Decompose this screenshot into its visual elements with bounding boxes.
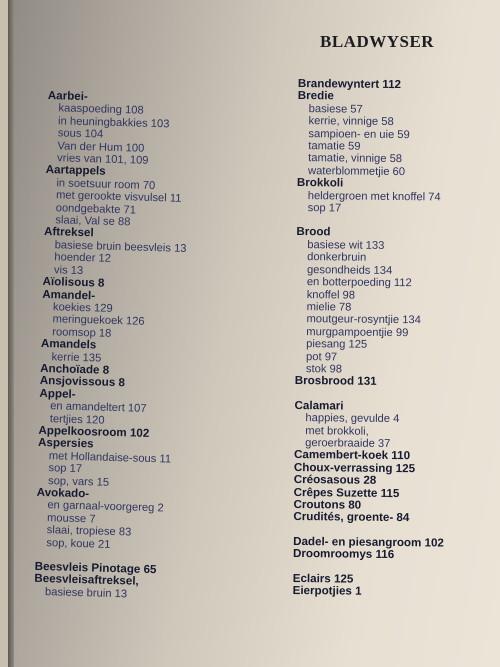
- index-entry: Brandewyntert 112: [297, 77, 402, 92]
- index-entry: Appel-: [39, 386, 76, 401]
- index-entry: Camembert-koek 110: [293, 448, 411, 463]
- index-subentry: basiese bruin beesvleis 13: [54, 239, 187, 255]
- index-subentry: basiese 57: [308, 102, 363, 116]
- index-entry: Beesvleisaftreksel,: [34, 572, 139, 589]
- index-subentry: knoffel 98: [306, 288, 356, 302]
- index-column-right: [293, 78, 498, 600]
- index-subentry: met gerookte visvulsel 11: [55, 189, 182, 206]
- index-subentry: vis 13: [53, 263, 84, 277]
- index-subentry: waterblommetjie 60: [307, 164, 406, 178]
- index-subentry: kaaspoeding 108: [58, 102, 144, 118]
- index-subentry: mielie 78: [306, 301, 352, 314]
- index-entry: Amandel-: [42, 287, 96, 302]
- page-title: BLADWYSER: [320, 32, 435, 51]
- index-entry: Dadel- en piesangroom 102: [293, 534, 444, 550]
- index-subentry: donkerbruin: [307, 251, 367, 265]
- index-subentry: slaai, tropiese 83: [46, 524, 132, 539]
- index-entry: Aarbei-: [47, 89, 88, 104]
- index-subentry: sous 104: [57, 127, 104, 141]
- index-entry: Eierpotjies 1: [292, 584, 362, 598]
- index-subentry: en garnaal-voorgereg 2: [47, 499, 164, 515]
- index-subentry: sampioen- en uie 59: [308, 127, 410, 141]
- index-subentry: tamatie 59: [308, 140, 361, 153]
- index-subentry: met Hollandaise-sous 11: [48, 449, 172, 466]
- index-entry: Amandels: [40, 337, 97, 352]
- index-entry: Droomroomys 116: [292, 547, 395, 562]
- index-page: [8, 0, 500, 667]
- index-entry: Eclairs 125: [292, 571, 354, 586]
- index-subentry: geroerbraaide 37: [305, 437, 391, 450]
- index-entry: Crêpes Suzette 115: [293, 485, 400, 500]
- index-subentry: Van der Hum 100: [57, 139, 145, 155]
- index-subentry: en amandeltert 107: [50, 400, 147, 416]
- index-column-left: [34, 90, 263, 604]
- index-subentry: meringuekoek 126: [52, 313, 145, 329]
- index-entry: Brokkoli: [296, 176, 344, 190]
- index-subentry: moutgeur-rosyntjie 134: [306, 313, 421, 327]
- index-entry: Croutons 80: [293, 497, 362, 512]
- index-subentry: slaai, Val se 88: [55, 214, 131, 229]
- index-subentry: in soetsuur room 70: [56, 177, 156, 192]
- index-entry: Bredie: [297, 89, 334, 103]
- index-subentry: roomsop 18: [52, 325, 112, 340]
- index-entry: Créosasous 28: [293, 473, 377, 488]
- index-entry: Aftreksel: [43, 225, 94, 240]
- index-subentry: sop 17: [48, 462, 83, 476]
- index-subentry: kerrie 135: [51, 350, 102, 365]
- index-entry: Ansjovissous 8: [39, 374, 126, 390]
- index-subentry: in heuningbakkies 103: [57, 115, 170, 131]
- index-entry: Aïolisous 8: [42, 275, 105, 290]
- index-subentry: hoender 12: [54, 251, 112, 266]
- index-subentry: heldergroen met knoffel 74: [307, 189, 441, 204]
- index-entry: Calamari: [294, 398, 344, 413]
- index-subentry: koekies 129: [52, 301, 113, 315]
- index-subentry: en botterpoeding 112: [306, 276, 412, 290]
- index-subentry: met brokkoli,: [305, 424, 369, 438]
- index-subentry: tamatie, vinnige 58: [308, 152, 403, 166]
- index-subentry: vries van 101, 109: [56, 152, 149, 167]
- index-subentry: mousse 7: [46, 511, 96, 526]
- index-subentry: basiese wit 133: [307, 238, 385, 252]
- index-subentry: basiese bruin 13: [44, 585, 128, 601]
- index-subentry: sop, vars 15: [47, 474, 110, 489]
- index-subentry: stok 98: [305, 363, 343, 376]
- index-entry: Brood: [296, 225, 331, 239]
- book-spine-shadow: [8, 0, 14, 667]
- index-subentry: sop, koue 21: [46, 536, 111, 551]
- index-subentry: oondgebakte 71: [55, 201, 137, 217]
- index-subentry: pot 97: [306, 350, 338, 363]
- index-entry: Choux-verrassing 125: [293, 460, 416, 476]
- index-entry: Crudités, groente- 84: [293, 510, 410, 525]
- index-entry: Beesvleis Pinotage 65: [34, 559, 157, 577]
- index-subentry: sop 17: [307, 202, 342, 215]
- index-entry: Aspersies: [37, 436, 94, 451]
- index-subentry: kerrie, vinnige 58: [308, 115, 394, 129]
- index-subentry: happies, gevulde 4: [305, 412, 400, 426]
- index-entry: Brosbrood 131: [294, 374, 377, 389]
- index-subentry: murgpampoentjie 99: [306, 325, 409, 339]
- index-subentry: piesang 125: [306, 338, 368, 351]
- index-subentry: gesondheids 134: [306, 263, 393, 277]
- index-entry: Avokado-: [36, 485, 90, 501]
- index-entry: Aartappels: [45, 163, 106, 179]
- index-entry: Appelkoosroom 102: [38, 423, 150, 440]
- index-entry: Anchoïade 8: [40, 361, 110, 377]
- index-subentry: tertjies 120: [49, 412, 105, 427]
